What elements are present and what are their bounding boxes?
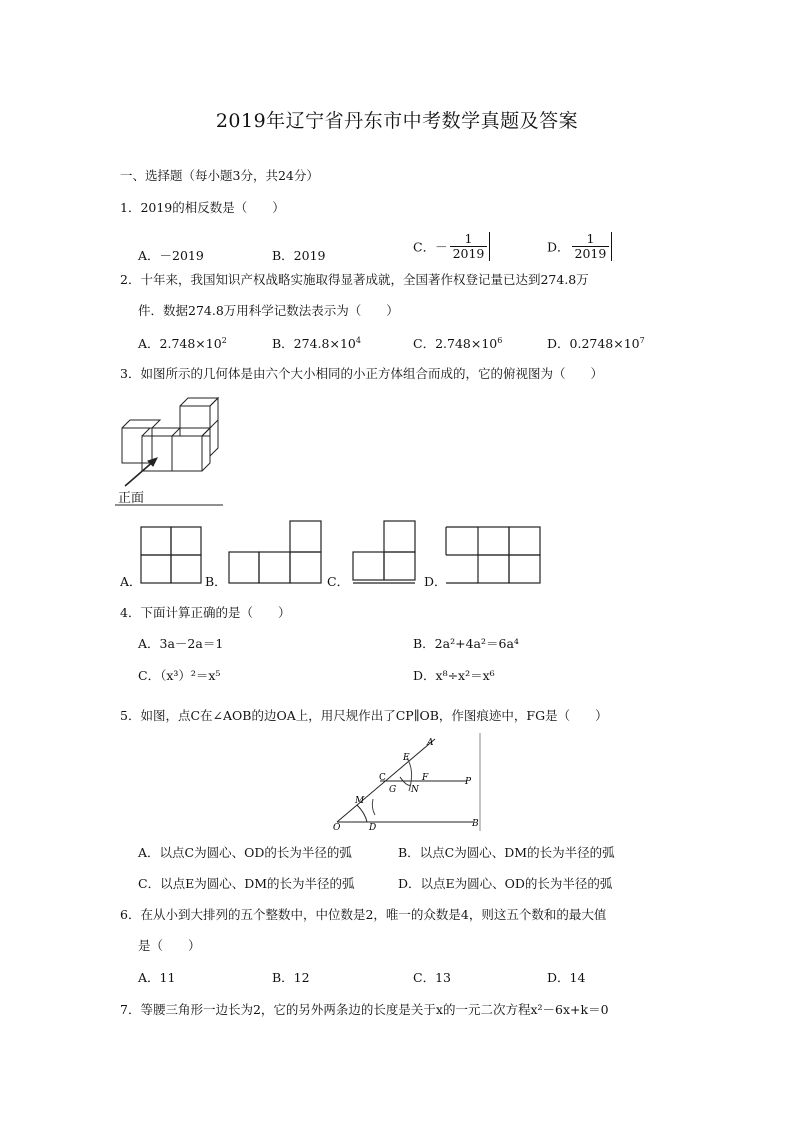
q5-stem: 5．如图，点C在∠AOB的边OA上，用尺规作出了CP∥OB，作图痕迹中，FG是（ ） [120,708,608,723]
q4-option-a: A．3a－2a＝1 [138,636,224,651]
q4-stem: 4．下面计算正确的是（ ） [120,605,291,620]
q5-label-G: G [389,785,397,795]
q5-label-F: F [422,773,429,783]
q3-option-b-figure [226,518,324,586]
q3-option-c-figure [350,518,420,586]
q1-option-d-fraction [572,232,613,261]
q6-option-d: D．14 [547,970,586,985]
q6-option-c: C．13 [413,970,451,985]
q5-label-M: M [355,796,365,806]
q5-option-d: D．以点E为圆心、OD的长为半径的弧 [398,876,613,891]
q6-line1: 6．在从小到大排列的五个整数中，中位数是2，唯一的众数是4，则这五个数和的最大值 [120,907,607,922]
q5-option-b: B．以点C为圆心、DM的长为半径的弧 [398,845,615,860]
q7-line1: 7．等腰三角形一边长为2，它的另外两条边的长度是关于x的一元二次方程x²－6x+k＝0 [120,1002,609,1017]
q1-option-c-prefix: C．－ [413,239,448,255]
q3-option-c-label: C． [327,574,350,589]
q2-line2: 件．数据274.8万用科学记数法表示为（ ） [138,303,399,318]
q4-option-b: B．2a²+4a²＝6a⁴ [413,636,519,651]
q1-option-c-fraction [450,232,491,261]
q2-c-exponent: 6 [497,336,503,345]
q6-line2: 是（ ） [138,938,201,953]
q6-option-b: B．12 [272,970,310,985]
q4-option-d: D．x⁸÷x²＝x⁶ [413,668,495,683]
q5-construction-figure [325,733,485,833]
q2-a-exponent: 2 [221,336,227,345]
q1-c-denominator: 2019 [450,246,488,261]
q2-c-base: C．2.748×10 [413,336,498,351]
q1-stem: 1．2019的相反数是（ ） [120,200,285,215]
q5-label-N: N [411,785,419,795]
q2-a-base: A．2.748×10 [138,336,222,351]
q2-b-exponent: 4 [355,336,361,345]
q5-label-A: A [427,738,434,748]
q3-option-a-label: A． [120,574,142,589]
q4-option-c: C．（x³）²＝x⁵ [138,668,221,683]
q1-option-c [413,232,490,261]
q5-option-c: C．以点E为圆心、DM的长为半径的弧 [138,876,355,891]
q5-label-B: B [472,819,479,829]
q1-c-numerator: 1 [464,231,473,246]
q3-option-b-label: B． [205,574,227,589]
q1-option-d-prefix: D． [547,239,570,255]
q3-option-d-label: D． [424,574,447,589]
q2-d-base: D．0.2748×10 [547,336,640,351]
q2-option-a [138,334,227,352]
q5-label-O: O [333,823,341,833]
page-title: 2019年辽宁省丹东市中考数学真题及答案 [215,110,579,132]
q2-option-d [547,334,645,352]
section-heading: 一、选择题（每小题3分，共24分） [120,168,319,183]
q5-label-C: C [379,773,386,783]
q1-d-denominator: 2019 [572,246,610,261]
q1-option-a: A．－2019 [138,248,204,263]
q5-label-P: P [465,777,472,787]
q1-option-b: B．2019 [272,248,326,263]
q2-line1: 2．十年来，我国知识产权战略实施取得显著成就，全国著作权登记量已达到274.8万 [120,272,589,287]
q3-stem: 3．如图所示的几何体是由六个大小相同的小正方体组合而成的，它的俯视图为（ ） [120,366,603,381]
q2-b-base: B．274.8×10 [272,336,356,351]
q1-option-d [547,232,612,261]
q2-d-exponent: 7 [639,336,645,345]
q2-option-b [272,334,361,352]
q5-label-D: D [369,823,377,833]
q5-label-E: E [403,753,410,763]
q6-option-a: A．11 [138,970,176,985]
q3-option-d-figure [443,524,543,586]
q3-option-a-figure [138,524,203,586]
q1-d-numerator: 1 [586,231,595,246]
q2-option-c [413,334,502,352]
q3-front-label: 正面 [118,491,145,506]
q5-option-a: A．以点C为圆心、OD的长为半径的弧 [138,845,352,860]
